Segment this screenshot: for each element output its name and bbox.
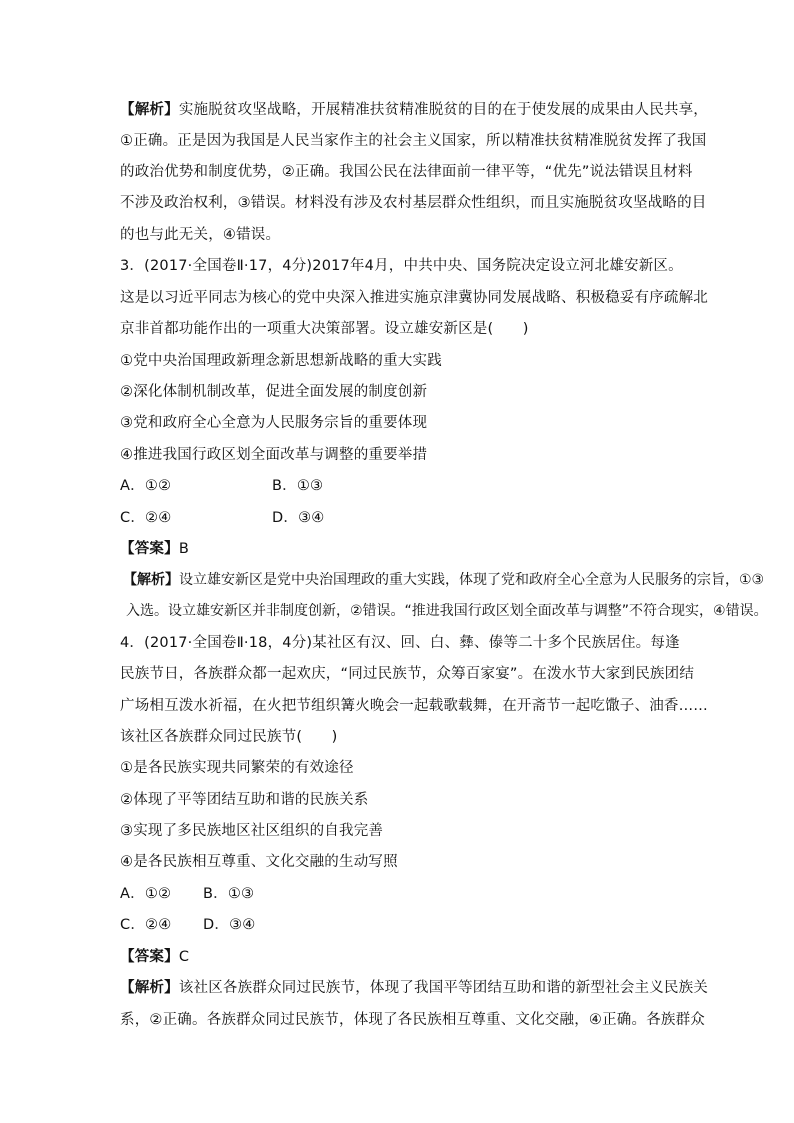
analysis-line: ①正确。正是因为我国是人民当家作主的社会主义国家，所以精准扶贫精准脱贫发挥了我国 bbox=[120, 133, 707, 149]
question-4-stem: 该社区各族群众同过民族节( ) bbox=[120, 729, 338, 745]
analysis-text: 设立雄安新区是党中央治国理政的重大实践，体现了党和政府全心全意为人民服务的宗旨，①③ bbox=[179, 572, 765, 588]
question-3-stem: 这是以习近平同志为核心的党中央深入推进实施京津冀协同发展战略、积极稳妥有序疏解北 bbox=[120, 290, 708, 306]
analysis-line: 不涉及政治权利，③错误。材料没有涉及农村基层群众性组织，而且实施脱贫攻坚战略的目 bbox=[120, 195, 707, 211]
analysis-line bbox=[120, 978, 708, 998]
option-c: C．②④ bbox=[120, 510, 172, 526]
question-4-stem: 4．(2017·全国卷Ⅱ·18，4分)某社区有汉、回、白、彝、傣等二十多个民族居住。每逢 bbox=[120, 635, 680, 651]
option-b: B．①③ bbox=[203, 886, 255, 902]
answer-value: B bbox=[178, 541, 189, 557]
question-3-stem: 京非首都功能作出的一项重大决策部署。设立雄安新区是( ) bbox=[120, 321, 529, 337]
option-d: D．③④ bbox=[272, 510, 325, 526]
option-c: C．②④ bbox=[120, 917, 172, 933]
analysis-text: 实施脱贫攻坚战略，开展精准扶贫精准脱贫的目的在于使发展的成果由人民共享， bbox=[178, 102, 709, 118]
option-a: A．①② bbox=[120, 886, 172, 902]
answer-value: C bbox=[178, 949, 190, 965]
analysis-line bbox=[120, 100, 708, 120]
option-a: A．①② bbox=[120, 478, 172, 494]
analysis-line: 的政治优势和制度优势，②正确。我国公民在法律面前一律平等，“优先”说法错误且材料 bbox=[120, 164, 693, 180]
option-b: B．①③ bbox=[272, 478, 324, 494]
answer-tag: 【答案】 bbox=[120, 949, 179, 965]
question-4-item: ①是各民族实现共同繁荣的有效途径 bbox=[120, 760, 354, 776]
analysis-tag: 【解析】 bbox=[120, 980, 179, 996]
analysis-line: 的也与此无关，④错误。 bbox=[120, 227, 281, 243]
analysis-line bbox=[123, 570, 764, 590]
question-3-stem: 3．(2017·全国卷Ⅱ·17，4分)2017年4月，中共中央、国务院决定设立河北雄安新区。 bbox=[120, 258, 683, 274]
question-3-item: ②深化体制机制改革，促进全面发展的制度创新 bbox=[120, 384, 428, 400]
answer-tag: 【答案】 bbox=[120, 541, 179, 557]
analysis-tag: 【解析】 bbox=[123, 572, 179, 588]
answer-line bbox=[120, 539, 189, 559]
analysis-line: 入选。设立雄安新区并非制度创新，②错误。“推进我国行政区划全面改革与调整”不符合现实，④错误。 bbox=[126, 603, 768, 619]
question-4-item: ④是各民族相互尊重、文化交融的生动写照 bbox=[120, 854, 398, 870]
option-d: D．③④ bbox=[203, 917, 256, 933]
question-3-item: ④推进我国行政区划全面改革与调整的重要举措 bbox=[120, 447, 428, 463]
question-3-item: ①党中央治国理政新理念新思想新战略的重大实践 bbox=[120, 353, 442, 369]
question-3-item: ③党和政府全心全意为人民服务宗旨的重要体现 bbox=[120, 415, 428, 431]
question-4-item: ②体现了平等团结互助和谐的民族关系 bbox=[120, 792, 369, 808]
analysis-text: 该社区各族群众同过民族节，体现了我国平等团结互助和谐的新型社会主义民族关 bbox=[178, 980, 709, 996]
question-4-item: ③实现了多民族地区社区组织的自我完善 bbox=[120, 823, 384, 839]
analysis-line: 系，②正确。各族群众同过民族节，体现了各民族相互尊重、文化交融，④正确。各族群众 bbox=[120, 1012, 705, 1028]
question-4-stem: 民族节日，各族群众都一起欢庆，“同过民族节，众筹百家宴”。在泼水节大家到民族团结 bbox=[120, 666, 695, 682]
analysis-tag: 【解析】 bbox=[120, 102, 179, 118]
answer-line bbox=[120, 947, 189, 967]
question-4-stem: 广场相互泼水祈福，在火把节组织篝火晚会一起载歌载舞，在开斋节一起吃馓子、油香…… bbox=[120, 698, 708, 714]
